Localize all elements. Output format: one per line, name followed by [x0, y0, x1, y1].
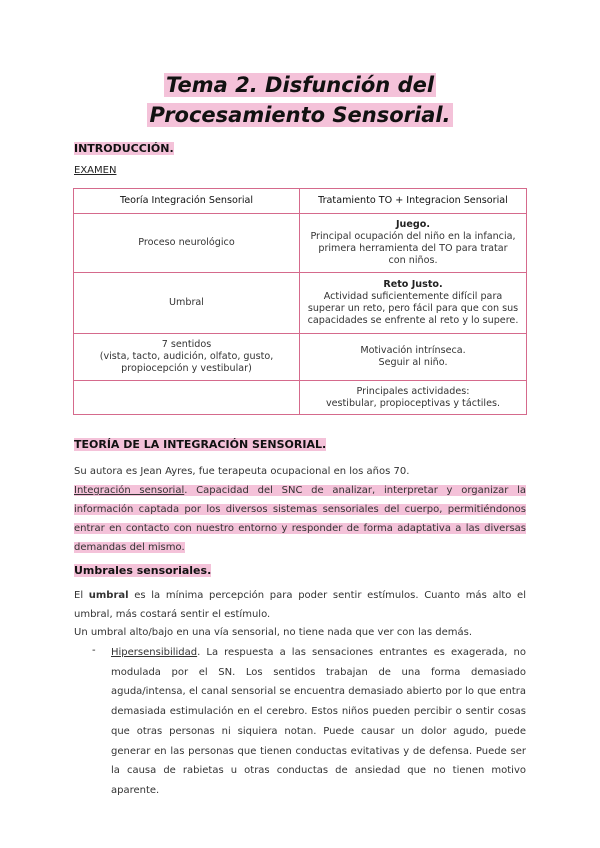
table-header-row: [74, 189, 527, 214]
author-paragraph: Su autora es Jean Ayres, fue terapeuta ocupacional en los años 70.: [74, 466, 410, 477]
title-line-1: Tema 2. Disfunción del: [165, 73, 435, 97]
exam-label: EXAMEN: [74, 165, 117, 176]
definition-term: Integración sensorial: [74, 485, 185, 496]
table-header: Teoría Integración Sensorial: [74, 189, 300, 214]
table-row: [74, 381, 527, 415]
threshold-paragraph: El umbral es la mínima percepción para poder sentir estímulos. Cuanto más alto el umbral, más costará sentir el estímulo.: [74, 590, 526, 620]
table-header: Tratamiento TO + Integracion Sensorial: [300, 189, 527, 214]
bullet-text: . La respuesta a las sensaciones entrantes es exagerada, no modulada por el SN. Los sentidos trabajan de una forma demasiado aguda/intensa, el canal sensorial se encuentra demasiado abierto por lo que entra demasiada estimulación en el cerebro. Estos niños pueden percibir o sentir cosas que otras personas ni siquiera notan. Puede causar un dolor agudo, puede generar en las personas que tienen conductas evitativas y de defensa. Puede ser la causa de rabietas u otras conductas de ansiedad que no tienen motivo aparente.: [111, 647, 526, 796]
threshold-note: Un umbral alto/bajo en una vía sensorial, no tiene nada que ver con las demás.: [74, 627, 472, 638]
theory-heading: TEORÍA DE LA INTEGRACIÓN SENSORIAL.: [74, 438, 327, 451]
definition-text: . Capacidad del SNC de analizar, interpretar y organizar la información captada por los diversos sistemas sensoriales del cuerpo, permitiéndonos entrar en contacto con nuestro entorno y responder de forma adaptativa a las diversas demandas del mismo.: [74, 485, 526, 553]
table-cell: Motivación intrínseca. Seguir al niño.: [300, 334, 527, 381]
table-row: [74, 273, 527, 334]
list-item: [111, 643, 526, 801]
table-cell: Principales actividades: vestibular, propioceptivas y táctiles.: [300, 381, 527, 415]
intro-heading: INTRODUCCIÓN.: [74, 142, 174, 155]
page-title: [0, 70, 600, 130]
comparison-table: [73, 188, 527, 415]
definition-paragraph: [74, 481, 526, 557]
table-cell: [74, 381, 300, 415]
table-cell: Proceso neurológico: [74, 214, 300, 273]
table-cell: Reto Justo. Actividad suficientemente difícil para superar un reto, pero fácil para que con sus capacidades se enfrente al reto y lo supere.: [300, 273, 527, 334]
thresholds-heading: Umbrales sensoriales.: [74, 564, 212, 577]
bullet-dash: -: [92, 645, 96, 656]
bullet-term: Hipersensibilidad: [111, 647, 198, 658]
table-cell: 7 sentidos (vista, tacto, audición, olfato, gusto, propiocepción y vestibular): [74, 334, 300, 381]
table-row: [74, 334, 527, 381]
title-line-2: Procesamiento Sensorial.: [149, 103, 451, 127]
table-row: [74, 214, 527, 273]
table-cell: Juego. Principal ocupación del niño en la infancia, primera herramienta del TO para tratar con niños.: [300, 214, 527, 273]
table-cell: Umbral: [74, 273, 300, 334]
